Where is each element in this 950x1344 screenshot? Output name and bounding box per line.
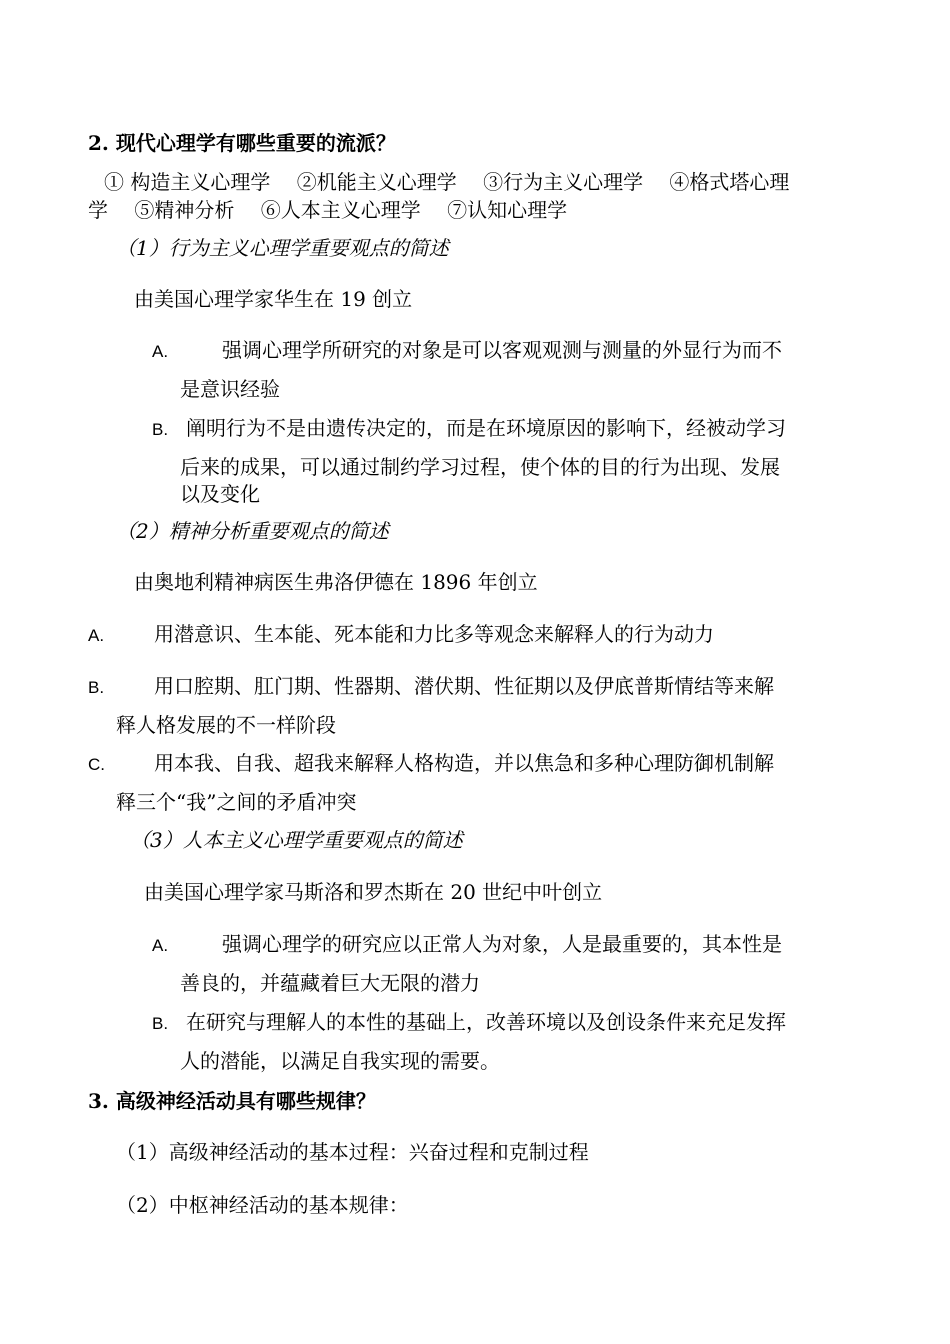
question-3-heading: 3. 高级神经活动具有哪些规律？ (88, 1089, 376, 1113)
list-marker: B. (152, 1014, 169, 1033)
humanistic-title: （3）人本主义心理学重要观点的简述 (130, 828, 463, 852)
psychoanalysis-point-b-line-1: 用口腔期、肛门期、性器期、潜伏期、性征期以及伊底普斯情结等来解 (154, 674, 774, 698)
behaviorism-point-a-line-2: 是意识经验 (180, 377, 280, 401)
psychoanalysis-point-b-line-2: 释人格发展的不一样阶段 (116, 713, 336, 737)
behaviorism-point-b-line-2: 后来的成果，可以通过制约学习过程，使个体的目的行为出现、发展 (180, 455, 780, 479)
psychoanalysis-point-a: 用潜意识、生本能、死本能和力比多等观念来解释人的行为动力 (154, 622, 714, 646)
q3-item-2: （2）中枢神经活动的基本规律： (116, 1193, 409, 1217)
psychoanalysis-title: （2）精神分析重要观点的简述 (116, 519, 389, 543)
list-marker: B. (88, 678, 105, 697)
behaviorism-point-a-line-1: 强调心理学所研究的对象是可以客观观测与测量的外显行为而不 (222, 338, 782, 362)
list-marker: A. (152, 342, 169, 361)
humanistic-point-a-line-2: 善良的，并蕴藏着巨大无限的潜力 (180, 971, 480, 995)
question-2-heading: 2. 现代心理学有哪些重要的流派？ (88, 131, 396, 155)
schools-list-line-2: 学 ⑤精神分析 ⑥人本主义心理学 ⑦认知心理学 (88, 198, 568, 222)
list-marker: C. (88, 755, 105, 774)
humanistic-point-b-line-1: 在研究与理解人的本性的基础上，改善环境以及创设条件来充足发挥 (186, 1010, 786, 1034)
behaviorism-point-b-line-3: 以及变化 (180, 482, 260, 506)
behaviorism-origin: 由美国心理学家华生在 19 创立 (134, 287, 413, 311)
list-marker: A. (152, 936, 169, 955)
list-marker: B. (152, 420, 169, 439)
humanistic-point-b-line-2: 人的潜能，以满足自我实现的需要。 (180, 1049, 500, 1073)
humanistic-point-a-line-1: 强调心理学的研究应以正常人为对象，人是最重要的，其本性是 (222, 932, 782, 956)
schools-list-line-1: ① 构造主义心理学 ②机能主义心理学 ③行为主义心理学 ④格式塔心理 (104, 170, 790, 194)
psychoanalysis-point-c-line-1: 用本我、自我、超我来解释人格构造，并以焦急和多种心理防御机制解 (154, 751, 774, 775)
behaviorism-title: （1）行为主义心理学重要观点的简述 (116, 236, 449, 260)
behaviorism-point-b-line-1: 阐明行为不是由遗传决定的，而是在环境原因的影响下，经被动学习 (186, 416, 786, 440)
list-marker: A. (88, 626, 105, 645)
psychoanalysis-point-c-line-2: 释三个“我”之间的矛盾冲突 (116, 790, 357, 814)
psychoanalysis-origin: 由奥地利精神病医生弗洛伊德在 1896 年创立 (134, 570, 538, 594)
q3-item-1: （1）高级神经活动的基本过程：兴奋过程和克制过程 (116, 1140, 589, 1164)
humanistic-origin: 由美国心理学家马斯洛和罗杰斯在 20 世纪中叶创立 (144, 880, 603, 904)
